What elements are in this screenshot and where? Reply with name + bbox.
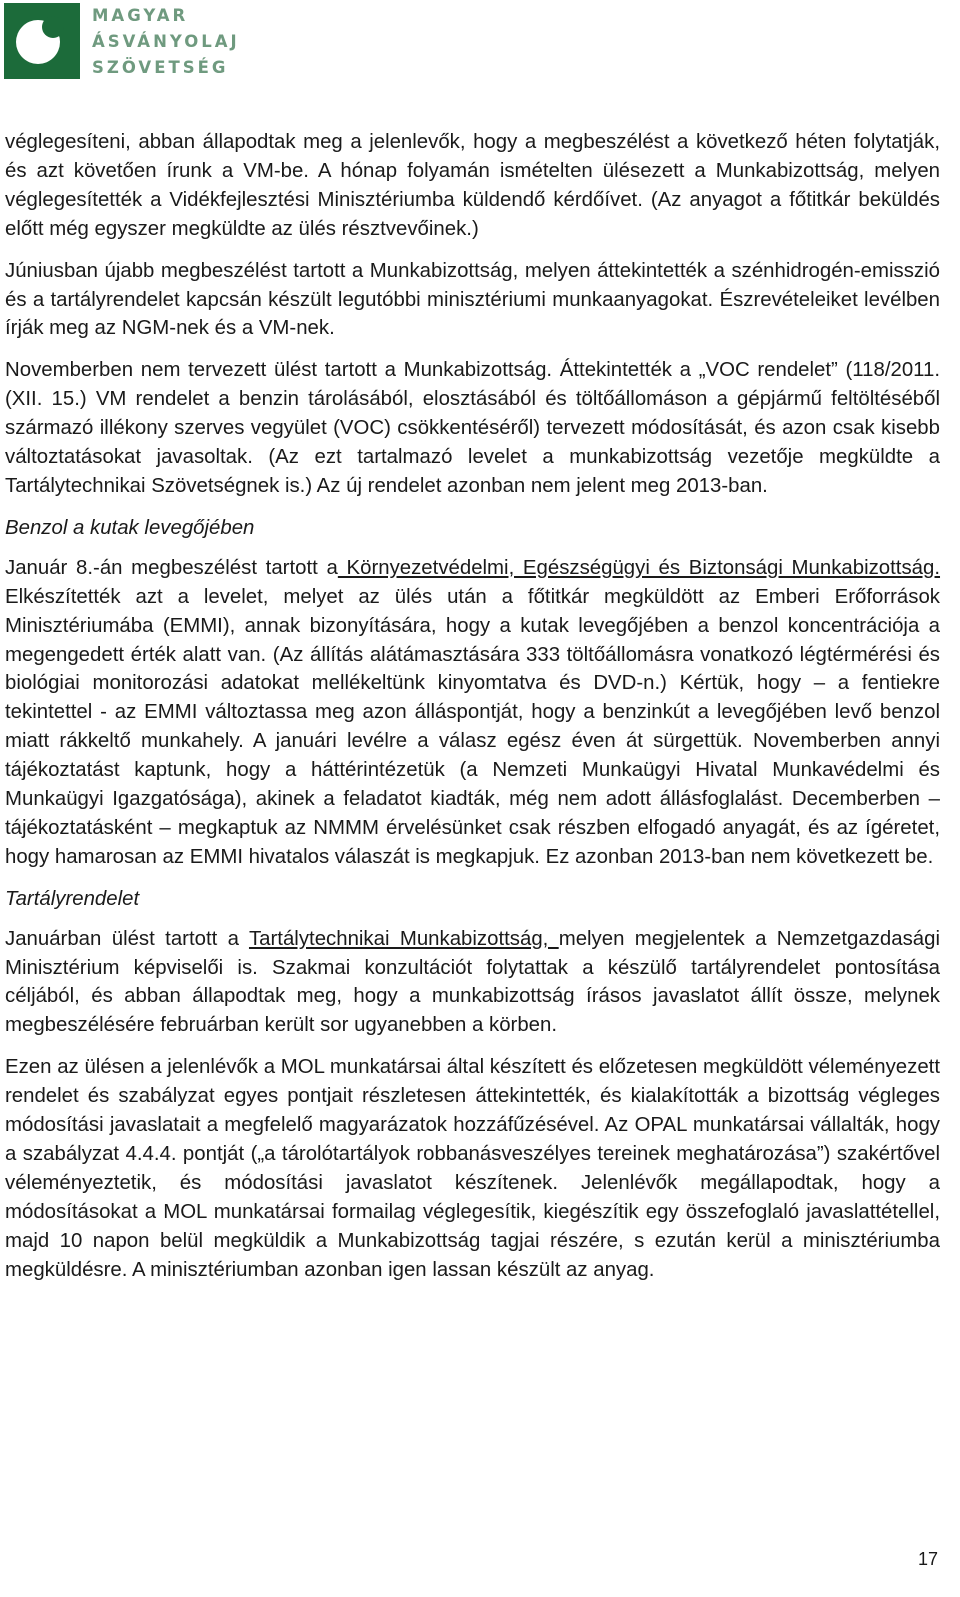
paragraph-4-body: Elkészítették azt a levelet, melyet az ülés után a főtitkár megküldött az Emberi Erőforrások Minisztériumába (EMMI), annak bizonyítására, hogy a kutak levegőjében a benzol koncentrációja a megengedett érték alatt van. (Az állítás alátámasztására 333 töltőállomásra vonatkozó légtérmérési és biológiai monitorozási adatokat mellékeltünk kinyomtatva és DVD-n.) Kértük, hogy – a fentiekre tekintettel - az EMMI változtassa meg azon álláspontját, hogy a benzinkút a levegőjében levő benzol miatt rákkeltő munkahely. A januári levélre a válasz egész éven át sürgettük. Novemberben annyi tájékoztatást kaptunk, hogy a háttérintézetük (a Nemzeti Munkaügyi Hivatal Munkavédelmi és Munkaügyi Igazgatósága), akinek a feladatot kiadták, még nem adott állásfoglalást. Decemberben – tájékoztatásként – megkaptuk az NMMM érvelésünket csak részben elfogadó anyagát, és az ígéretet, hogy hamarosan az EMMI hivatalos válaszát is megkapjuk. Ez azonban 2013-ban nem következett be. <box>5 585 940 868</box>
logo-wordmark <box>92 3 240 81</box>
paragraph-5-intro: Januárban ülést tartott a <box>5 927 249 950</box>
committee-link-tank-technical[interactable]: Tartálytechnikai Munkabizottság, <box>248 927 559 950</box>
paragraph-3: Novemberben nem tervezett ülést tartott a Munkabizottság. Áttekintették a „VOC rendelet” (118/2011. (XII. 15.) VM rendelet a benzin tárolásából, elosztásából és töltőállomáson a gépjármű feltöltéséből származó illékony szerves vegyület (VOC) csökkentéséről) tervezett módosítását, és azon csak kisebb változtatásokat javasoltak. (Az ezt tartalmazó levelet a munkabizottság vezetője megküldte a Tartálytechnikai Szövetségnek is.) Az új rendelet azonban nem jelent meg 2013-ban. <box>5 359 940 497</box>
section-heading-benzol: Benzol a kutak levegőjében <box>5 516 255 539</box>
paragraph-2: Júniusban újabb megbeszélést tartott a Munkabizottság, melyen áttekintették a szénhidrogén-emisszió és a tartályrendelet kapcsán készült legutóbbi minisztériumi munkaanyagokat. Észrevételeiket levélben írják meg az NGM-nek és a VM-nek. <box>5 259 940 340</box>
page-header <box>4 3 404 79</box>
paragraph-6: Ezen az ülésen a jelenlévők a MOL munkatársai által készített és előzetesen megküldött véleményezett rendelet és szabályzat egyes pontjait részletesen áttekintették, és kialakították a bizottság végleges módosítási javaslatait a megfelelő magyarázatok hozzáfűzésével. Az OPAL munkatársai vállalták, hogy a szabályzat 4.4.4. pontját („a tárolótartályok robbanásveszélyes tereinek meghatározása”) szakértővel véleményeztetik, és módosítási javaslatot készítenek. Jelenlévők megállapodtak, hogy a módosításokat a MOL munkatársai formailag véglegesítik, kiegészítik egy összefoglaló javaslattétellel, majd 10 napon belül megküldik a Munkabizottság tagjai részére, s ezután kerül a minisztériumba megküldésre. A minisztériumban azonban igen lassan készült az anyag. <box>5 1056 940 1281</box>
paragraph-5-body: melyen megjelentek a Nemzetgazdasági Minisztérium képviselői is. Szakmai konzultációt folytattak a készülő tartályrendelet pontosítása céljából, és abban állapodtak meg, hogy a munkabizottság írásos javaslatot állít össze, melynek megbeszélésére februárban került sor ugyanebben a körben. <box>5 927 941 1037</box>
paragraph-4-intro: Január 8.-án megbeszélést tartott a <box>5 556 338 579</box>
logo-circle-icon <box>16 20 60 64</box>
paragraph-4 <box>5 554 940 872</box>
paragraph-5 <box>5 925 940 1041</box>
committee-link-environmental[interactable]: Környezetvédelmi, Egészségügyi és Biztonsági Munkabizottság. <box>337 556 941 579</box>
page-number: 17 <box>917 1549 938 1569</box>
document-body <box>5 128 940 1298</box>
logo-line-2: ÁSVÁNYOLAJ <box>92 32 240 51</box>
paragraph-1: véglegesíteni, abban állapodtak meg a jelenlevők, hogy a megbeszélést a következő héten folytatják, és azt követően írunk a VM-be. A hónap folyamán ismételten ülésezett a Munkabizottság, melyen véglegesítették a Vidékfejlesztési Minisztériumba küldendő kérdőívet. (Az anyagot a főtitkár beküldés előtt még egyszer megküldte az ülés résztvevőinek.) <box>5 131 940 240</box>
logo-mark <box>4 3 80 79</box>
logo-line-3: SZÖVETSÉG <box>92 58 229 77</box>
section-heading-tank: Tartályrendelet <box>5 887 140 910</box>
logo-line-1: MAGYAR <box>92 6 189 25</box>
